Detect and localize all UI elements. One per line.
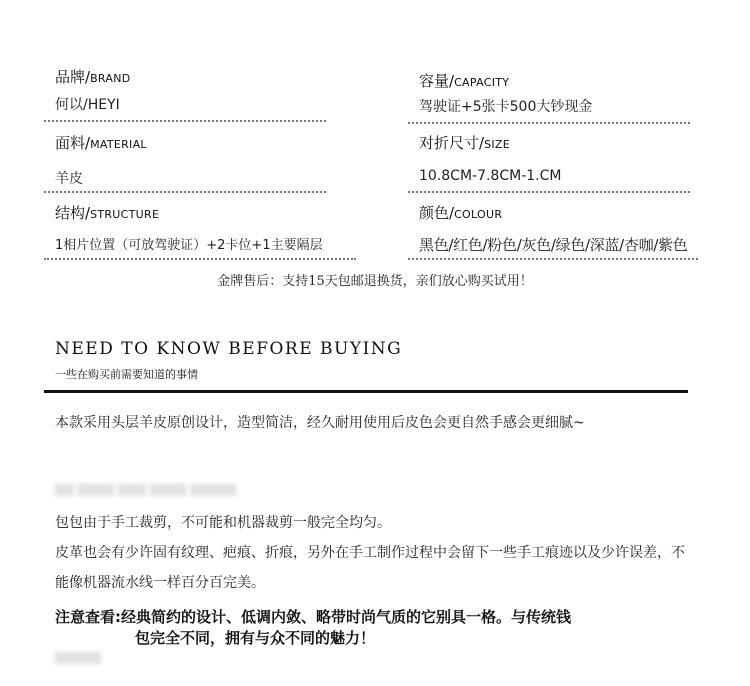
divider: [44, 191, 326, 193]
spec-capacity-value: 驾驶证+5张卡500大钞现金: [419, 99, 593, 115]
paragraph-leather: 皮革也会有少许固有纹理、疤痕、折痕，另外在手工制作过程中会留下一些手工痕迹以及少许误差，不能像机器流水线一样百分百完美。: [55, 545, 685, 591]
spec-structure: [55, 202, 323, 253]
note-block: [55, 607, 695, 649]
spec-brand-value: 何以/HEYI: [55, 97, 120, 113]
spec-brand: [55, 66, 131, 113]
faded-text-decoration: ▇▇ ▇▇▇▇ ▇▇▇ ▇▇▇▇ ▇▇▇▇▇: [55, 482, 237, 496]
spec-structure-label: 结构/STRUCTURE: [55, 204, 160, 222]
spec-capacity: [419, 70, 593, 115]
spec-colour-label: 颜色/COLOUR: [419, 204, 503, 222]
spec-brand-label: 品牌/BRAND: [55, 68, 131, 86]
spec-material-value: 羊皮: [55, 171, 83, 187]
spec-size-label: 对折尺寸/SIZE: [419, 134, 510, 152]
divider: [408, 191, 690, 193]
paragraph-material: 本款采用头层羊皮原创设计，造型简洁，经久耐用使用后皮色会更自然手感会更细腻~: [55, 415, 585, 431]
spec-colour-value: 黑色/红色/粉色/灰色/绿色/深蓝/杏咖/紫色: [419, 236, 688, 254]
spec-structure-value: 1相片位置（可放驾驶证）+2卡位+1主要隔层: [55, 238, 323, 253]
spec-colour: [419, 202, 688, 254]
after-sale-text: 金牌售后：支持15天包邮退换货，亲们放心购买试用！: [217, 274, 533, 289]
spec-size-value: 10.8CM-7.8CM-1.CM: [419, 168, 562, 184]
paragraph-handcut: 包包由于手工裁剪，不可能和机器裁剪一般完全均匀。: [55, 515, 391, 531]
spec-material-label: 面料/MATERIAL: [55, 134, 147, 152]
spec-material: [55, 132, 147, 187]
divider: [44, 120, 326, 122]
divider: [408, 122, 690, 124]
divider: [44, 258, 356, 260]
note-line-2: 包完全不同，拥有与众不同的魅力！: [135, 629, 376, 647]
note-line-1: 经典简约的设计、低调内敛、略带时尚气质的它别具一格。与传统钱: [121, 608, 572, 626]
spec-size: [419, 132, 562, 184]
section-subtitle: 一些在购买前需要知道的事情: [55, 368, 198, 381]
divider: [408, 258, 698, 260]
spec-capacity-label: 容量/CAPACITY: [419, 72, 510, 90]
section-title: NEED TO KNOW BEFORE BUYING: [55, 339, 403, 359]
section-rule: [44, 390, 688, 393]
note-label: 注意查看:: [55, 608, 121, 626]
faded-text-decoration: ▇▇▇▇▇: [55, 650, 102, 664]
